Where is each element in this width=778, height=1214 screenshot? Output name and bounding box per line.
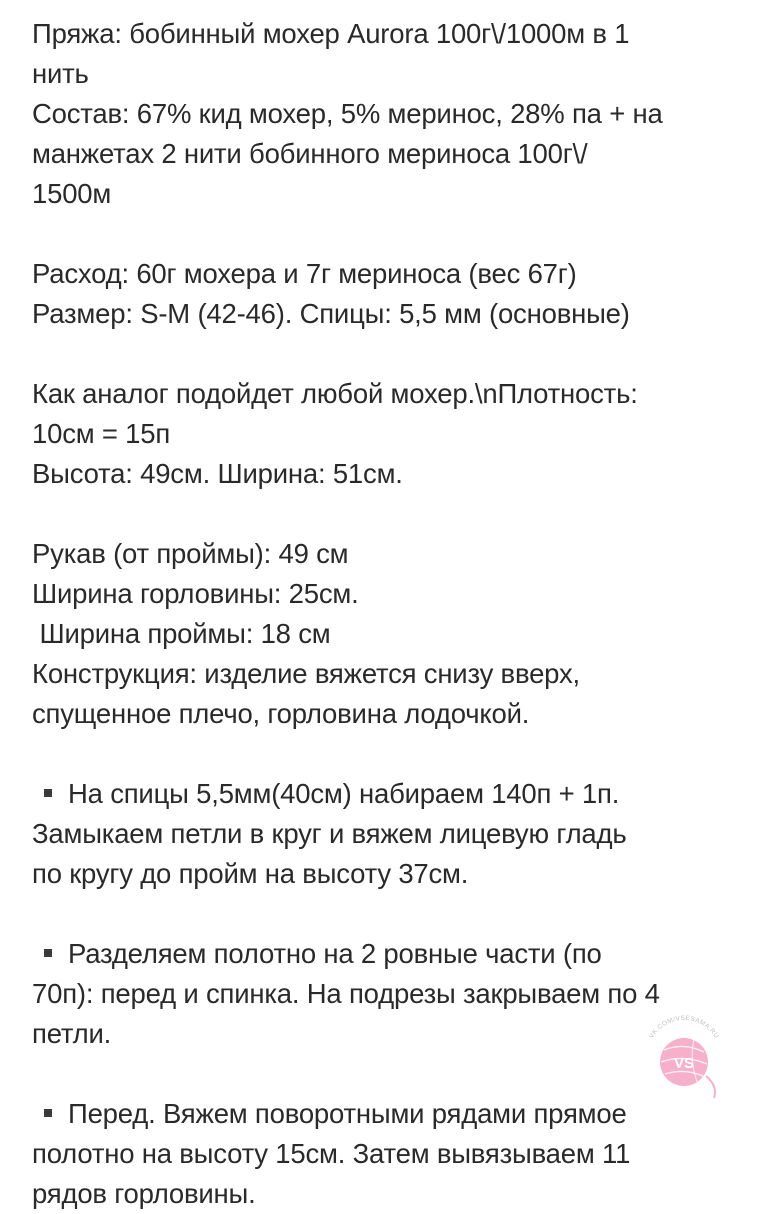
bullet-item-first-line [32, 774, 762, 814]
blank-line [32, 734, 762, 774]
square-bullet-icon [44, 789, 52, 797]
text-line: Рукав (от проймы): 49 см [32, 538, 349, 569]
text-line: манжетах 2 нити бобинного мериноса 100г\/ [32, 138, 588, 169]
blank-line [32, 494, 762, 534]
text-line: Конструкция: изделие вяжется снизу вверх, [32, 658, 580, 689]
svg-text:VK.COM/VSESAMA.RU [648, 1015, 720, 1040]
text-line: 70п): перед и спинка. На подрезы закрываем по 4 [32, 978, 660, 1009]
blank-line [32, 334, 762, 374]
vs-yarn-ball-watermark-icon [634, 1006, 734, 1106]
bullet-text: Перед. Вяжем поворотными рядами прямое [68, 1098, 627, 1129]
watermark-arc-text: VK.COM/VSESAMA.RU [648, 1014, 720, 1040]
text-line: по кругу до пройм на высоту 37см. [32, 858, 469, 889]
text-line: Ширина проймы: 18 см [32, 618, 331, 649]
text-line: полотно на высоту 15см. Затем вывязываем 11 [32, 1138, 631, 1169]
bullet-text: Разделяем полотно на 2 ровные части (по [68, 938, 602, 969]
text-line: Пряжа: бобинный мохер Aurora 100г\/1000м в 1 [32, 18, 630, 49]
text-line: Замыкаем петли в круг и вяжем лицевую гладь [32, 818, 627, 849]
blank-line [32, 894, 762, 934]
blank-line [32, 214, 762, 254]
bullet-item-first-line [32, 934, 762, 974]
text-line: 1500м [32, 178, 112, 209]
square-bullet-icon [44, 949, 52, 957]
text-line: Расход: 60г мохера и 7г мериноса (вес 67г) [32, 258, 577, 289]
bullet-text: На спицы 5,5мм(40см) набираем 140п + 1п. [68, 778, 620, 809]
text-line: 10см = 15п [32, 418, 171, 449]
text-line: нить [32, 58, 89, 89]
text-line: Ширина горловины: 25см. [32, 578, 359, 609]
text-line: Размер: S-M (42-46). Спицы: 5,5 мм (основные) [32, 298, 630, 329]
watermark-initials: VS [673, 1055, 695, 1072]
text-line: Состав: 67% кид мохер, 5% меринос, 28% па + на [32, 98, 663, 129]
text-line: петли. [32, 1018, 112, 1049]
text-line: рядов горловины. [32, 1178, 256, 1209]
square-bullet-icon [44, 1109, 52, 1117]
text-line: Высота: 49см. Ширина: 51см. [32, 458, 403, 489]
text-line: Как аналог подойдет любой мохер.\nПлотность: [32, 378, 638, 409]
text-line: спущенное плечо, горловина лодочкой. [32, 698, 530, 729]
